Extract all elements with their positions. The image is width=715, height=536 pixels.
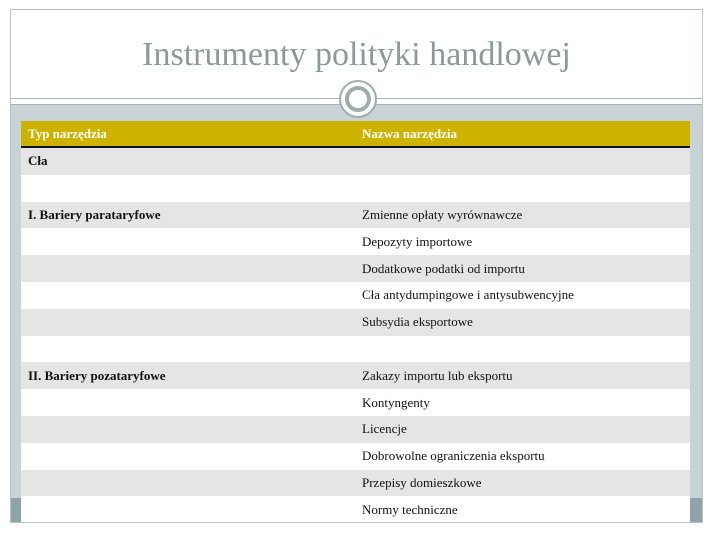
cell-name: Dobrowolne ograniczenia eksportu [355,443,690,470]
table-row [21,416,690,443]
cell-type [21,255,355,282]
cell-type [21,228,355,255]
cell-name: Dodatkowe podatki od importu [355,255,690,282]
slide-title: Instrumenty polityki handlowej [142,36,571,73]
table-row [21,228,690,255]
cell-type [21,389,355,416]
cell-type: Cła [21,147,355,175]
cell-type [21,336,355,363]
cell-name: Zakazy importu lub eksportu [355,362,690,389]
table-row [21,147,690,175]
table-header-row [21,121,690,147]
cell-name: Normy techniczne [355,496,690,523]
cell-type [21,282,355,309]
cell-name: Przepisy domieszkowe [355,470,690,497]
cell-type [21,496,355,523]
tools-table [21,121,690,523]
cell-type [21,443,355,470]
divider-ring-inner [345,86,371,112]
cell-name [355,147,690,175]
table-row [21,309,690,336]
divider-ring-icon [339,80,377,118]
table-row [21,282,690,309]
cell-name [355,336,690,363]
cell-type: II. Bariery pozataryfowe [21,362,355,389]
cell-name: Kontyngenty [355,389,690,416]
table-row [21,336,690,363]
table-row [21,362,690,389]
table-row [21,175,690,202]
header-type: Typ narzędzia [21,121,355,147]
table-row [21,389,690,416]
cell-name: Subsydia eksportowe [355,309,690,336]
table-row [21,255,690,282]
cell-type [21,416,355,443]
cell-type [21,470,355,497]
table-row [21,496,690,523]
cell-name: Zmienne opłaty wyrównawcze [355,202,690,229]
cell-name [355,175,690,202]
table-row [21,202,690,229]
cell-type [21,175,355,202]
slide [10,9,703,523]
table-row [21,470,690,497]
cell-name: Licencje [355,416,690,443]
cell-type [21,309,355,336]
cell-name: Cła antydumpingowe i antysubwencyjne [355,282,690,309]
header-name: Nazwa narzędzia [355,121,690,147]
cell-type: I. Bariery parataryfowe [21,202,355,229]
table-row [21,443,690,470]
cell-name: Depozyty importowe [355,228,690,255]
